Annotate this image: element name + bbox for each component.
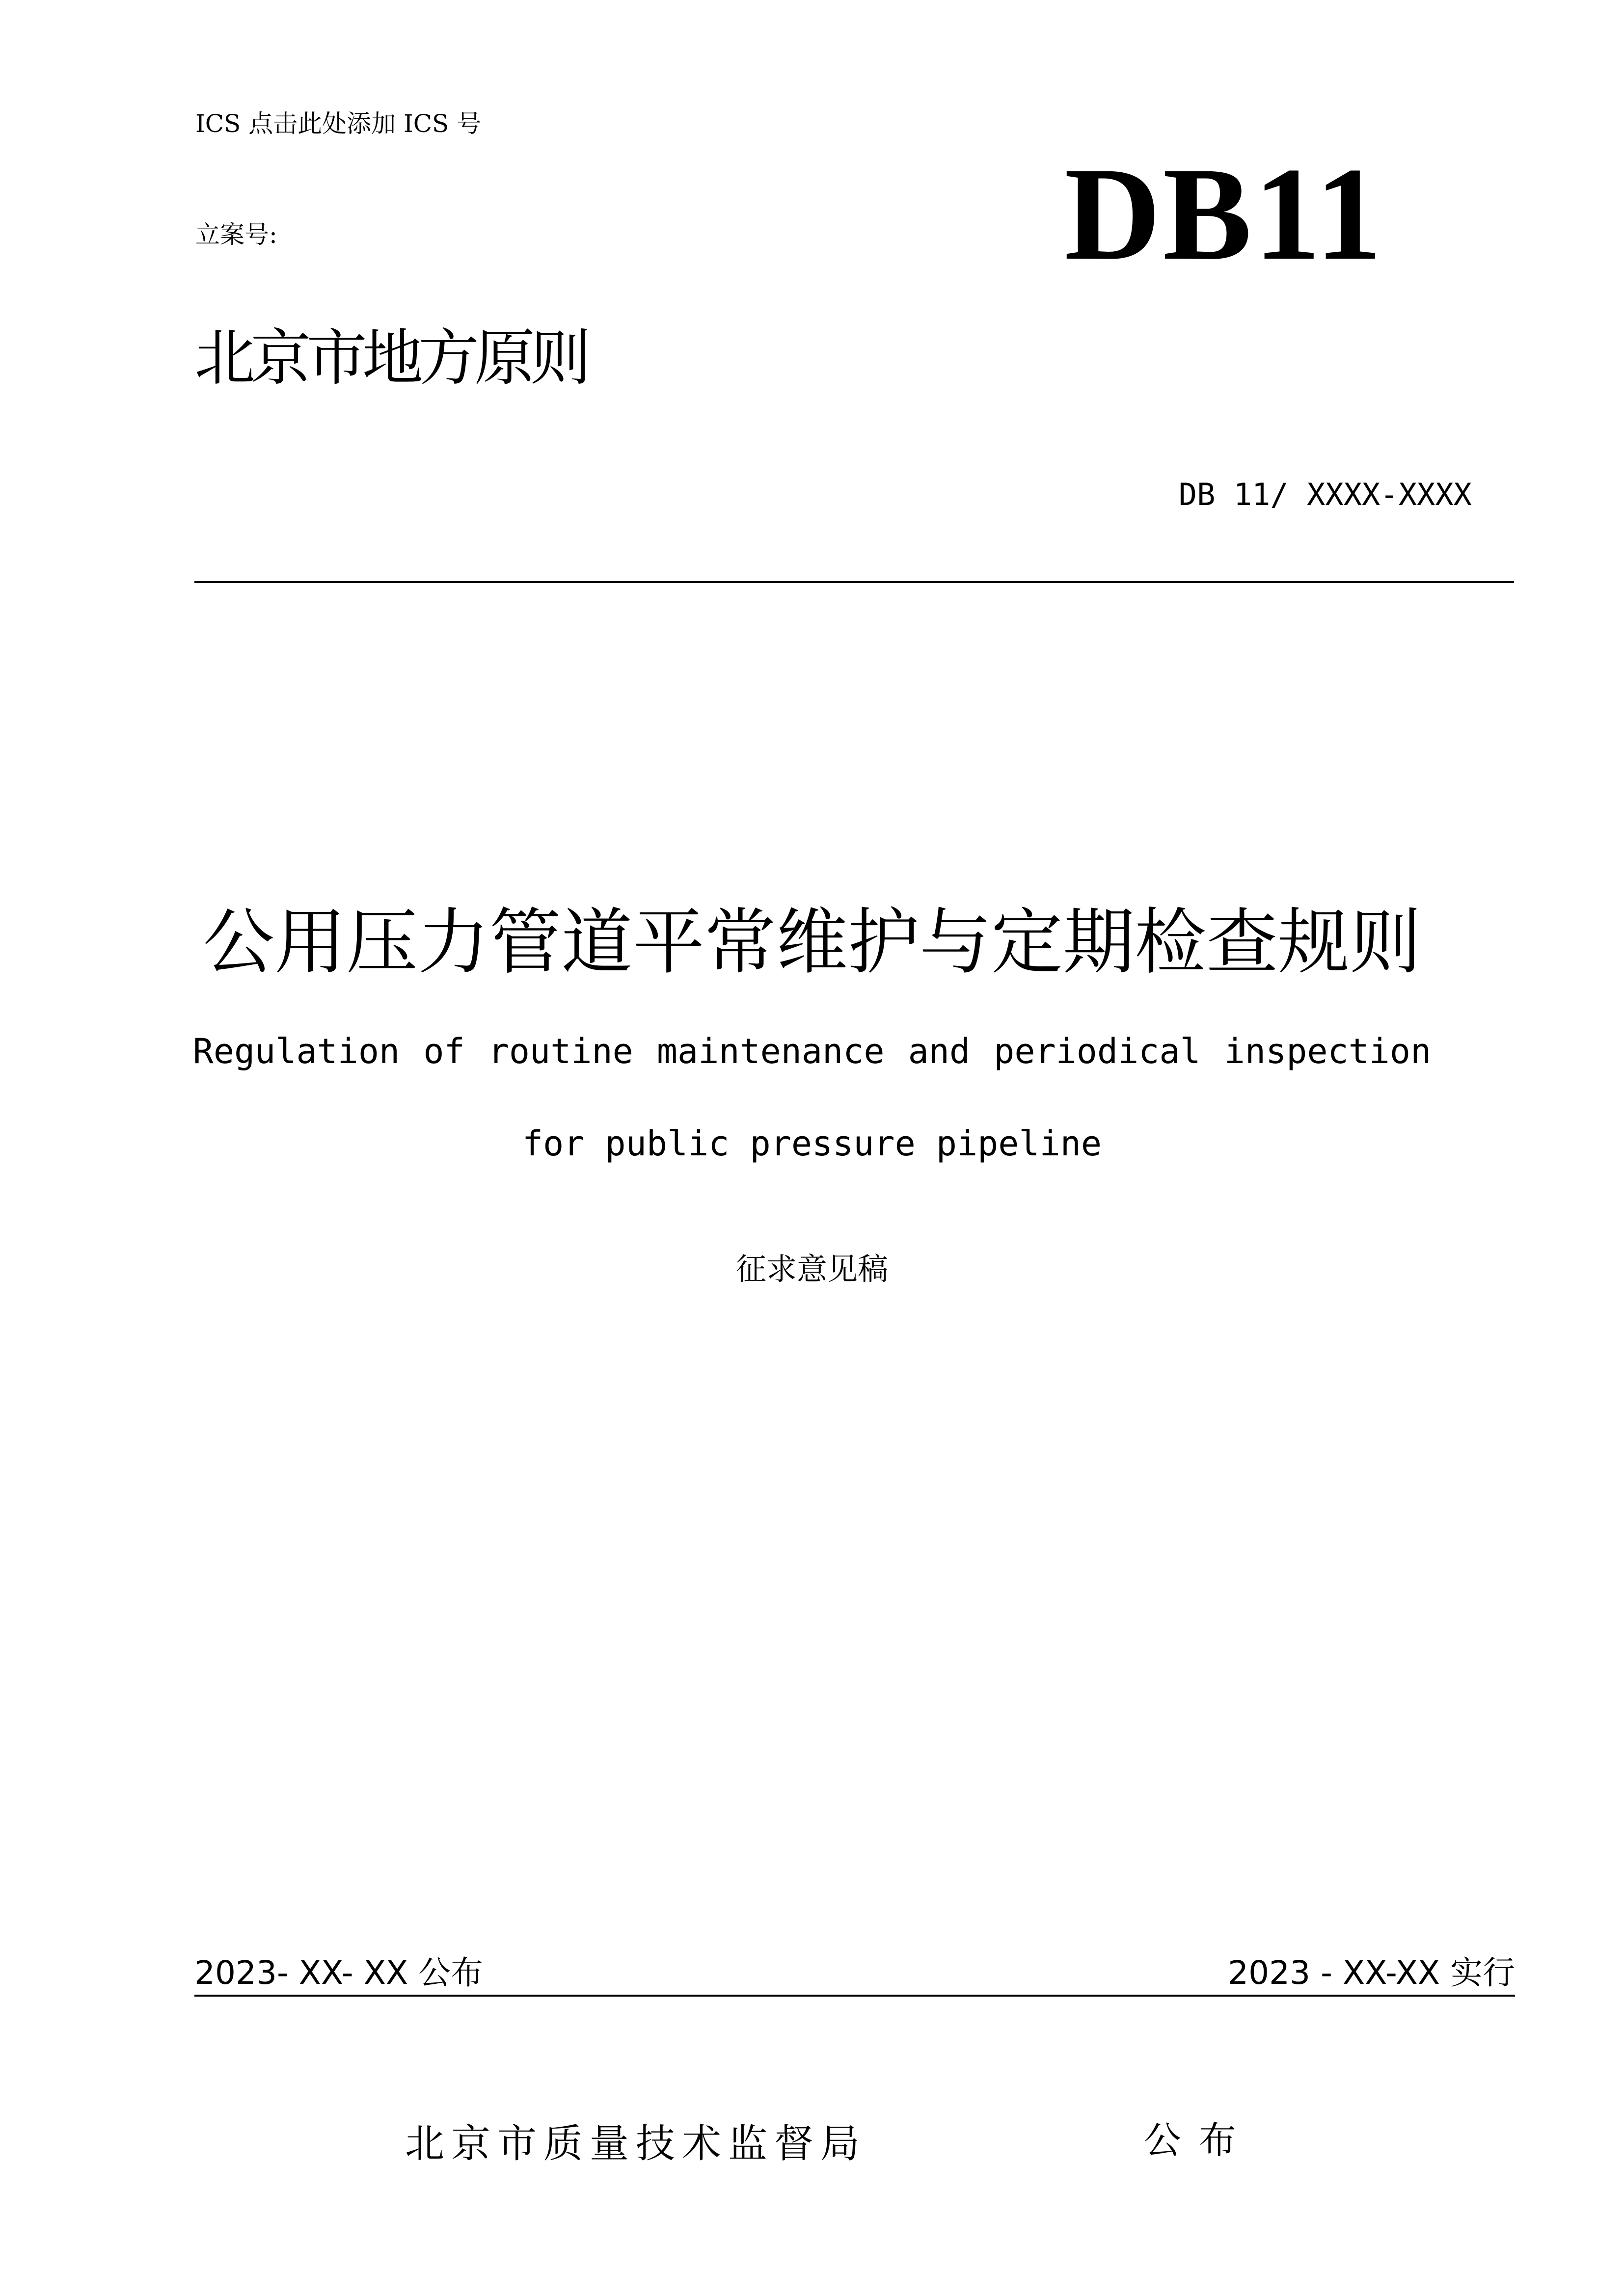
draft-status-label: 征求意见稿 xyxy=(735,1251,888,1287)
issue-action-label: 公布 xyxy=(1144,2118,1254,2162)
issuing-authority: 北京市质量技术监督局 xyxy=(405,2121,866,2166)
effective-date: 2023 - XX-XX 实行 xyxy=(1228,1954,1515,1992)
standard-number: DB 11/ XXXX-XXXX xyxy=(1178,477,1472,512)
document-title-english-line1: Regulation of routine maintenance and periodical inspection xyxy=(192,1031,1432,1071)
header-divider xyxy=(194,581,1514,583)
db11-logo: DB11 xyxy=(1064,140,1384,288)
filing-number-label: 立案号: xyxy=(195,220,277,249)
document-title-chinese: 公用压力管道平常维护与定期检查规则 xyxy=(203,901,1421,984)
document-title-english-line2: for public pressure pipeline xyxy=(522,1123,1102,1164)
dates-divider xyxy=(194,1995,1515,1997)
standard-type-heading: 北京市地方原则 xyxy=(194,323,587,394)
issue-date: 2023- XX- XX 公布 xyxy=(194,1954,484,1992)
ics-number-line: ICS 点击此处添加 ICS 号 xyxy=(195,109,482,138)
